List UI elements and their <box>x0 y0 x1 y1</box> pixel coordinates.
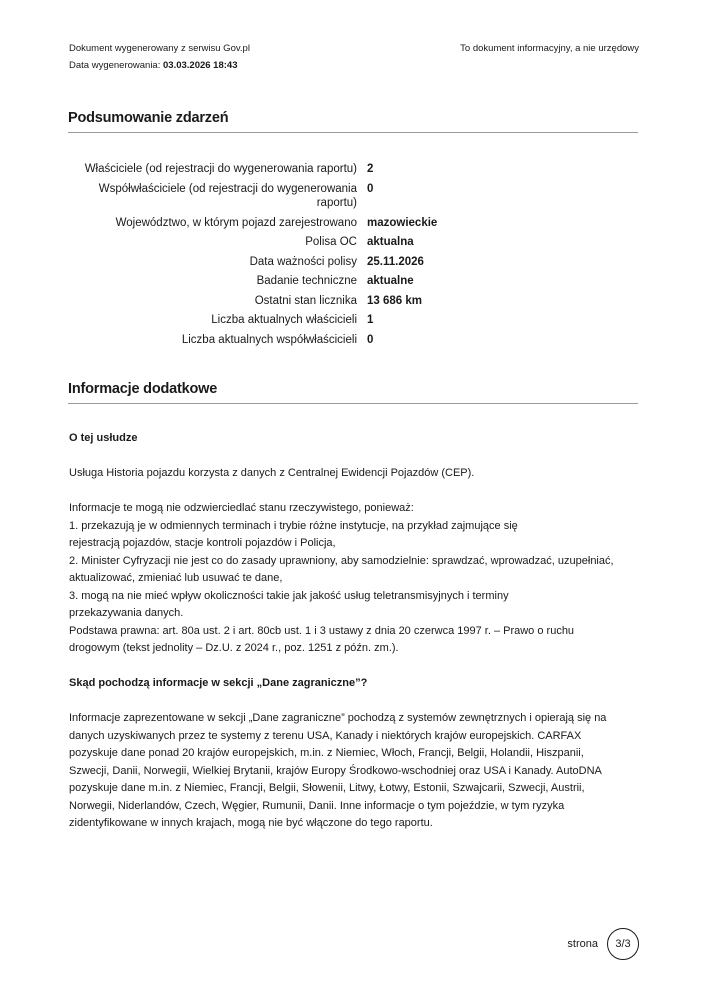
summary-label: Województwo, w którym pojazd zarejestrowano <box>115 216 357 229</box>
date-label: Data wygenerowania: <box>69 60 161 71</box>
about-text: Usługa Historia pojazdu korzysta z danych z Centralnej Ewidencji Pojazdów (CEP). <box>69 467 475 479</box>
disclaimer: To dokument informacyjny, a nie urzędowy <box>460 43 639 54</box>
info-line: 1. przekazują je w odmiennych terminach i trybie różne instytucje, na przykład zajmujące się <box>69 519 518 532</box>
page-number-badge: 3/3 <box>607 928 639 960</box>
foreign-line: zidentyfikowane w innych krajach, mogą nie być włączone do tego raportu. <box>69 817 433 829</box>
info-line: aktualizować, zmieniać lub usuwać te dane, <box>69 572 283 584</box>
info-line: Informacje te mogą nie odzwierciedlać stanu rzeczywistego, ponieważ: <box>69 502 414 514</box>
date-value: 03.03.2026 18:43 <box>163 60 238 71</box>
summary-label: Współwłaściciele (od rejestracji do wygenerowania raportu) <box>98 182 357 209</box>
page-label: strona <box>567 938 598 950</box>
foreign-line: pozyskuje dane m.in. z Niemiec, Francji, Belgii, Słowenii, Litwy, Łotwy, Estonii, Szwajcarii, Szwecji, Austrii, <box>69 782 585 794</box>
summary-row <box>69 294 569 309</box>
document-header <box>69 40 250 74</box>
foreign-line: danych uzyskiwanych przez te systemy z terenu USA, Kanady i niektórych krajów europejskich. CARFAX <box>69 729 582 742</box>
summary-row <box>69 162 569 177</box>
summary-label: Właściciele (od rejestracji do wygenerowania raportu) <box>84 163 357 175</box>
summary-value: aktualne <box>367 275 414 287</box>
summary-row <box>69 235 569 250</box>
summary-value: 0 <box>367 333 374 346</box>
summary-value: 0 <box>367 182 374 195</box>
summary-row <box>69 255 569 270</box>
info-line: 3. mogą na nie mieć wpływ okoliczności takie jak jakość usług teletransmisyjnych i terminy <box>69 589 509 602</box>
summary-value: mazowieckie <box>367 216 438 229</box>
summary-value: 2 <box>367 163 374 175</box>
summary-value: aktualna <box>367 236 414 248</box>
foreign-line: pozyskuje dane ponad 20 krajów europejskich, m.in. z Niemiec, Włoch, Francji, Belgii, Holandii, Hiszpanii, <box>69 747 584 759</box>
summary-value: 1 <box>367 314 374 326</box>
summary-label: Data ważności polisy <box>249 255 357 268</box>
summary-title: Podsumowanie zdarzeń <box>68 110 638 133</box>
summary-row <box>69 216 569 231</box>
foreign-line: Szwecji, Danii, Norwegii, Wielkiej Brytanii, krajów Europy Środkowo-wschodniej oraz USA i Kanady. AutoDNA <box>69 764 602 777</box>
generation-date <box>69 57 250 74</box>
info-title: Informacje dodatkowe <box>68 381 638 404</box>
info-line: 2. Minister Cyfryzacji nie jest co do zasady uprawniony, aby samodzielnie: sprawdzać, wprowadzać, uzupełniać, <box>69 554 614 567</box>
foreign-heading: Skąd pochodzą informacje w sekcji „Dane zagraniczne”? <box>69 677 368 689</box>
about-heading: O tej usłudze <box>69 432 138 444</box>
summary-row <box>69 182 569 211</box>
summary-label: Liczba aktualnych współwłaścicieli <box>181 333 357 346</box>
source-label: Dokument wygenerowany z serwisu Gov.pl <box>69 43 250 54</box>
summary-label: Ostatni stan licznika <box>254 294 357 307</box>
summary-label: Polisa OC <box>305 236 357 248</box>
info-line: rejestracją pojazdów, stacje kontroli pojazdów i Policja, <box>69 537 336 549</box>
summary-label: Badanie techniczne <box>256 275 357 287</box>
info-line: przekazywania danych. <box>69 607 184 619</box>
summary-row <box>69 313 569 328</box>
foreign-line: Norwegii, Niderlandów, Czech, Węgier, Rumunii, Danii. Inne informacje o tym pojeździe, w tym ryzyka <box>69 799 565 812</box>
summary-value: 13 686 km <box>367 294 422 307</box>
page-footer <box>567 928 639 960</box>
summary-value: 25.11.2026 <box>367 255 424 268</box>
summary-row <box>69 333 569 348</box>
summary-table <box>69 162 569 352</box>
summary-label: Liczba aktualnych właścicieli <box>211 314 357 326</box>
info-body <box>69 430 644 833</box>
info-line: drogowym (tekst jednolity – Dz.U. z 2024 r., poz. 1251 z późn. zm.). <box>69 642 399 654</box>
foreign-line: Informacje zaprezentowane w sekcji „Dane zagraniczne” pochodzą z systemów zewnętrznych i opierają się na <box>69 712 607 724</box>
info-line: Podstawa prawna: art. 80a ust. 2 i art. 80cb ust. 1 i 3 ustawy z dnia 20 czerwca 1997 r. – Prawo o ruchu <box>69 624 575 637</box>
summary-row <box>69 274 569 289</box>
